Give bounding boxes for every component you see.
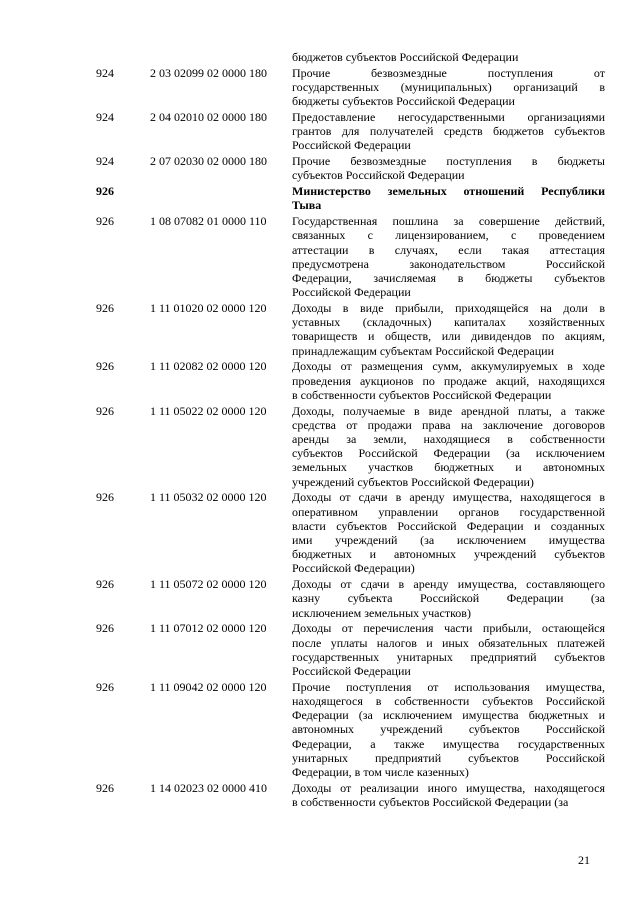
revenue-name-line: принадлежащим субъектам Российской Федерации [292,343,555,358]
budget-classification-code: 1 11 05032 02 0000 120 [150,490,267,505]
revenue-name [292,404,605,489]
revenue-name-line: Тыва [292,198,322,213]
revenue-name-line: бюджетных и автономных учреждений субъектов [292,547,605,562]
revenue-name-line: предусмотрена законодательством Российской [292,256,605,271]
revenue-name-line: автономных учреждений субъектов Российской [292,722,605,737]
budget-classification-code: 2 03 02099 02 0000 180 [150,65,267,80]
revenue-name-line: Предоставление негосударственными организациями [292,110,605,124]
revenue-name-line: Прочие безвозмездные поступления от [292,65,605,80]
revenue-name-line: субъектов Российской Федерации [292,168,465,183]
revenue-name-line: связанных с лицензированием, с проведением [292,228,605,243]
revenue-name-line: грантов для получателей средств бюджетов субъектов [292,124,605,139]
revenue-name-line: Доходы от сдачи в аренду имущества, находящегося в [292,490,605,505]
admin-code: 924 [96,154,114,169]
revenue-name-line: казну субъекта Российской Федерации (за [292,591,605,606]
revenue-name [292,50,605,64]
budget-classification-code: 2 04 02010 02 0000 180 [150,110,267,124]
budget-classification-code: 1 11 07012 02 0000 120 [150,621,267,636]
revenue-name [292,490,605,575]
revenue-name-line: Федерации, а также имущества государственных [292,736,605,751]
revenue-name-line: бюджеты субъектов Российской Федерации [292,94,515,109]
admin-code: 926 [96,184,114,199]
budget-classification-code: 1 11 01020 02 0000 120 [150,301,267,315]
revenue-name [292,577,605,620]
revenue-name [292,110,605,153]
budget-classification-code: 2 07 02030 02 0000 180 [150,154,267,169]
admin-code: 924 [96,65,114,80]
revenue-name-line: Государственная пошлина за совершение действий, [292,214,605,229]
revenue-name [292,359,605,402]
revenue-name-line: Доходы от перечисления части прибыли, остающейся [292,621,605,636]
revenue-name-line: после уплаты налогов и иных обязательных платежей [292,635,605,650]
revenue-name-line: субъектов Российской Федерации (за исключением [292,446,605,461]
revenue-name-line: товариществ и обществ, или дивидендов по акциям, [292,329,605,344]
revenue-name-line: Российской Федерации [292,285,411,300]
revenue-name [292,154,605,182]
revenue-name [292,184,605,212]
admin-code: 926 [96,301,114,315]
revenue-name-line: проведения аукционов по продаже акций, находящихся [292,373,605,388]
revenue-name-line: аренды за земли, находящиеся в собственности [292,431,605,446]
revenue-name-line: Российской Федерации [292,138,411,153]
admin-code: 924 [96,110,114,124]
revenue-name-line: Прочие безвозмездные поступления в бюджеты [292,154,605,169]
admin-code: 926 [96,490,114,505]
budget-classification-code: 1 14 02023 02 0000 410 [150,780,267,795]
revenue-name-line: Доходы в виде прибыли, приходящейся на доли в [292,301,605,315]
revenue-name-line: государственных (муниципальных) организаций в [292,79,605,94]
revenue-name-line: Министерство земельных отношений Республики [292,184,605,199]
admin-code: 926 [96,679,114,694]
revenue-name [292,214,605,299]
revenue-name-line: Федерации, в том числе казенных) [292,764,469,779]
revenue-name-line: в собственности субъектов Российской Федерации [292,387,552,402]
revenue-name-line: Прочие поступления от использования имущества, [292,679,605,694]
revenue-name-line: унитарных предприятий субъектов Российской [292,750,605,765]
page-number: 21 [578,853,590,867]
revenue-name-line: в собственности субъектов Российской Федерации (за [292,794,569,809]
revenue-name-line: Доходы от реализации иного имущества, находящегося [292,780,605,795]
budget-classification-code: 1 08 07082 01 0000 110 [150,214,267,229]
revenue-name-line: власти субъектов Российской Федерации и созданных [292,518,605,533]
revenue-name-line: Доходы от размещения сумм, аккумулируемых в ходе [292,359,605,374]
revenue-name-line: ими учреждений (за исключением имущества [292,532,605,547]
revenue-name-line: находящегося в собственности субъектов Российской [292,693,605,708]
admin-code: 926 [96,621,114,636]
revenue-name-line: исключением земельных участков) [292,605,471,620]
budget-classification-code: 1 11 05022 02 0000 120 [150,403,267,418]
revenue-name-line: земельных участков бюджетных и автономных [292,460,605,475]
admin-code: 926 [96,214,114,229]
revenue-name [292,680,605,779]
revenue-name-line: средства от продажи права на заключение договоров [292,417,605,432]
admin-code: 926 [96,359,114,374]
revenue-name-line: Федерации, зачисляемая в бюджеты субъектов [292,270,605,285]
admin-code: 926 [96,577,114,592]
budget-classification-code: 1 11 05072 02 0000 120 [150,577,267,592]
revenue-name-line: уставных (складочных) капиталах хозяйственных [292,315,605,330]
revenue-name-line: аттестации в случаях, если такая аттестация [292,242,605,257]
revenue-name-line: государственных унитарных предприятий субъектов [292,649,605,664]
revenue-name-line: учреждений субъектов Российской Федерации) [292,474,534,489]
revenue-name [292,66,605,109]
revenue-name [292,621,605,678]
revenue-name-line: оперативном управлении органов государственной [292,504,605,519]
revenue-name-line: Доходы, получаемые в виде арендной платы, а также [292,403,605,418]
budget-classification-code: 1 11 02082 02 0000 120 [150,359,267,374]
revenue-name-line: Российской Федерации) [292,561,415,576]
admin-code: 926 [96,403,114,418]
budget-classification-code: 1 11 09042 02 0000 120 [150,679,267,694]
admin-code: 926 [96,780,114,795]
revenue-name-line: Российской Федерации [292,663,411,678]
revenue-name-line: бюджетов субъектов Российской Федерации [292,50,519,64]
revenue-name-line: Федерации (за исключением имущества бюджетных и [292,708,605,723]
revenue-name-line: Доходы от сдачи в аренду имущества, составляющего [292,577,605,592]
revenue-name [292,301,605,358]
revenue-name [292,781,605,809]
